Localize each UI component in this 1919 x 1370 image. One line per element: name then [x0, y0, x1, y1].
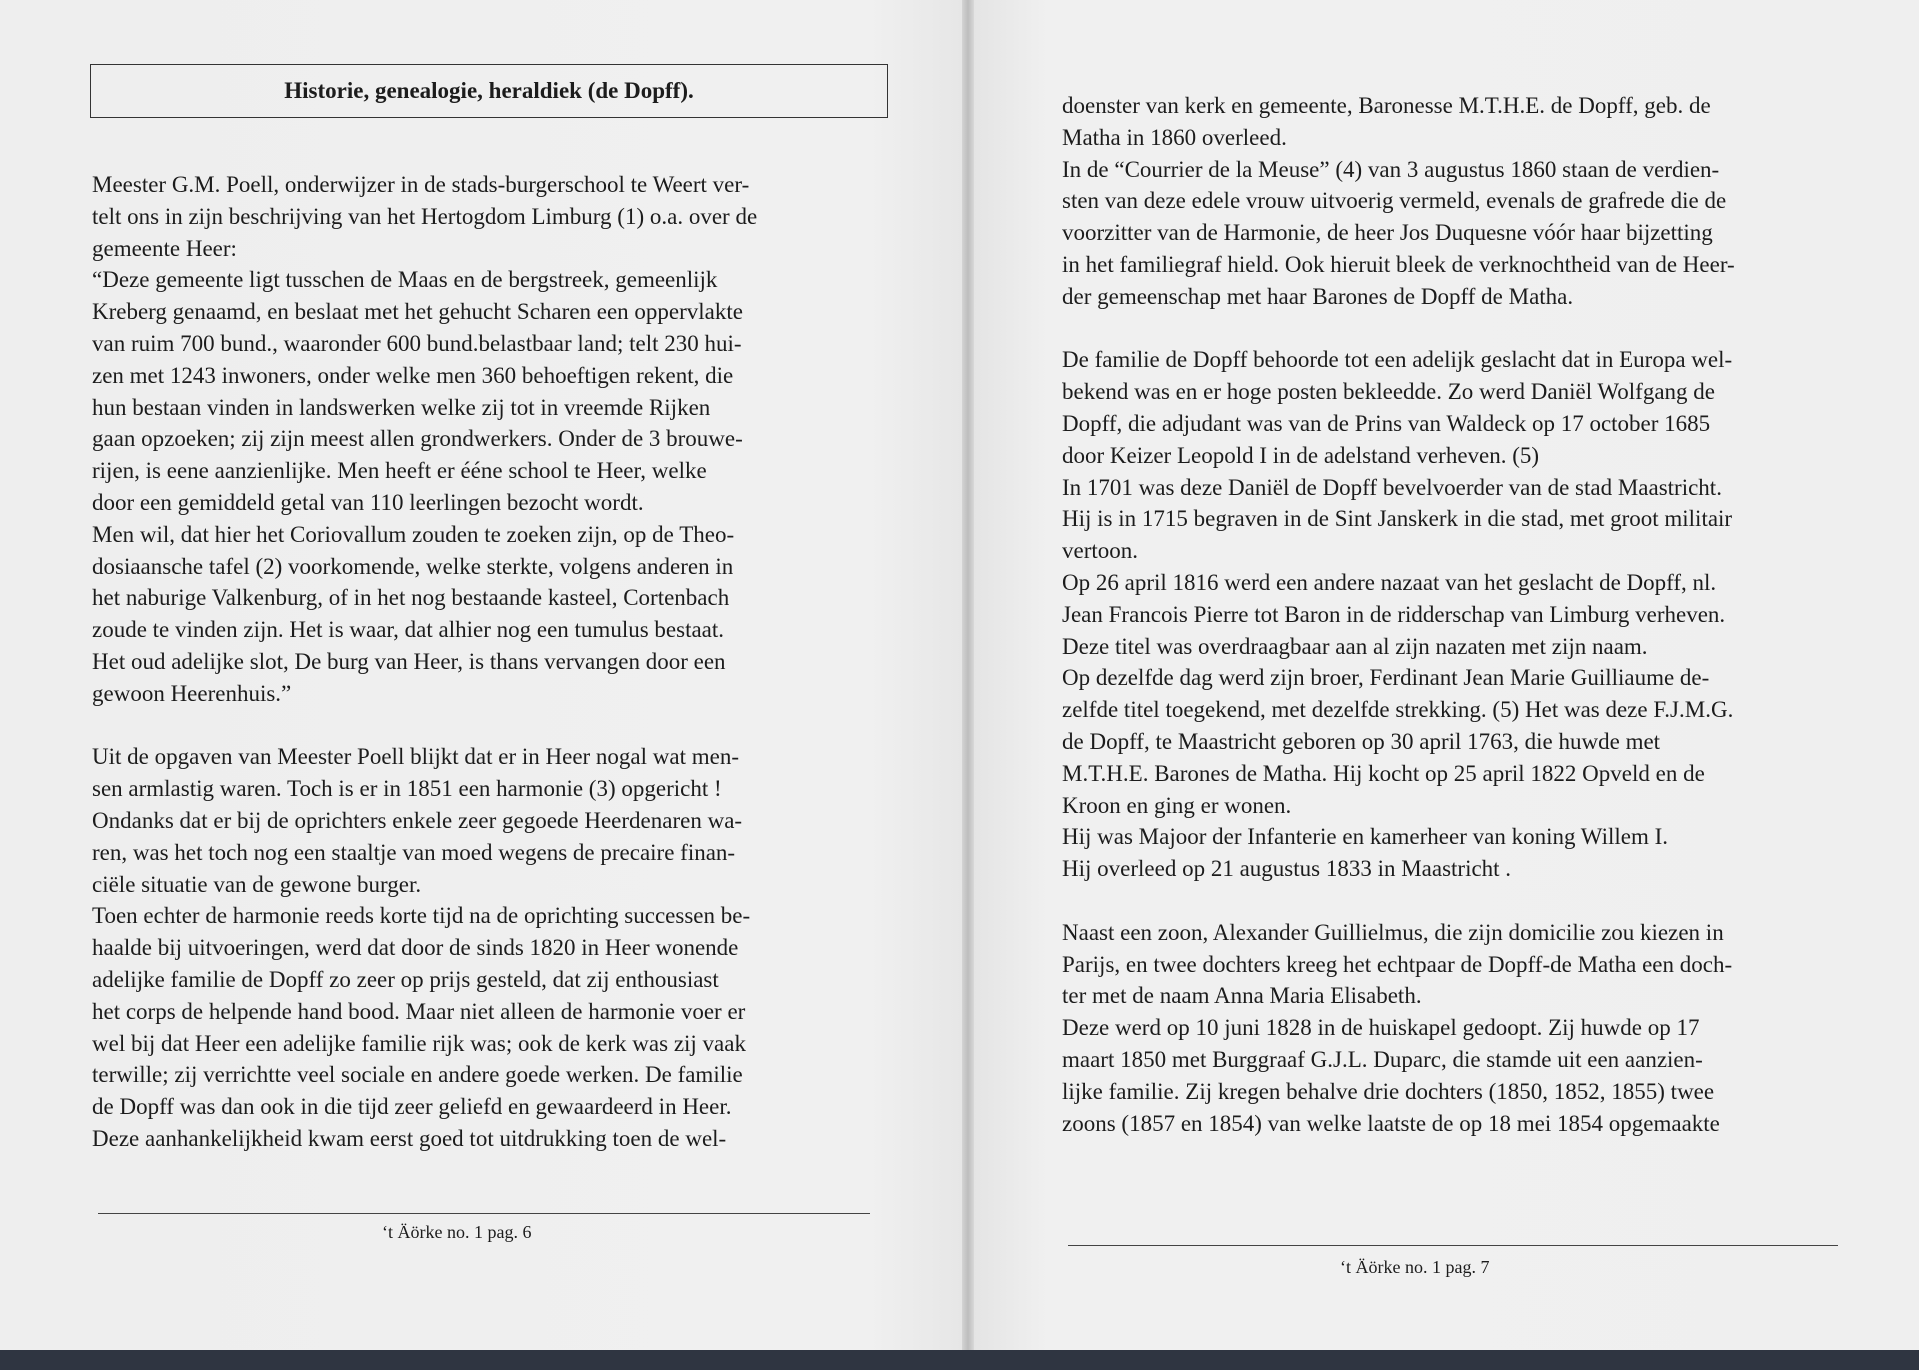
- book-gutter: [962, 0, 974, 1350]
- left-column-line: haalde bij uitvoeringen, werd dat door de sinds 1820 in Heer wonende: [92, 935, 739, 961]
- left-column-text: [92, 169, 757, 1155]
- left-column-line: terwille; zij verrichtte veel sociale en andere goede werken. De familie: [92, 1062, 743, 1088]
- right-column-line: der gemeenschap met haar Barones de Dopff de Matha.: [1062, 283, 1574, 309]
- right-column-line: Matha in 1860 overleed.: [1062, 124, 1287, 150]
- right-column-line: In 1701 was deze Daniël de Dopff bevelvoerder van de stad Maastricht.: [1062, 474, 1722, 500]
- section-title: Historie, genealogie, heraldiek (de Dopff).: [90, 64, 888, 118]
- left-column-line: van ruim 700 bund., waaronder 600 bund.belastbaar land; telt 230 hui-: [92, 330, 742, 356]
- right-column-line: doenster van kerk en gemeente, Baronesse M.T.H.E. de Dopff, geb. de: [1062, 93, 1711, 118]
- left-column-line: gewoon Heerenhuis.”: [92, 680, 292, 706]
- right-column-line: door Keizer Leopold I in de adelstand verheven. (5): [1062, 442, 1540, 468]
- footer-rule-right: [1068, 1245, 1838, 1246]
- left-column-line: Ondanks dat er bij de oprichters enkele zeer gegoede Heerdenaren wa-: [92, 807, 743, 833]
- right-column-line: Deze titel was overdraagbaar aan al zijn nazaten met zijn naam.: [1062, 633, 1648, 659]
- left-column-line: Men wil, dat hier het Coriovallum zouden te zoeken zijn, op de Theo-: [92, 521, 735, 547]
- right-column-line: De familie de Dopff behoorde tot een adelijk geslacht dat in Europa wel-: [1062, 347, 1733, 373]
- left-column-line: Meester G.M. Poell, onderwijzer in de stads-burgerschool te Weert ver-: [92, 172, 750, 197]
- right-column-line: de Dopff, te Maastricht geboren op 30 april 1763, die huwde met: [1062, 728, 1661, 754]
- right-column-line: [1062, 885, 1735, 917]
- left-column-line: gaan opzoeken; zij zijn meest allen grondwerkers. Onder de 3 brouwe-: [92, 426, 743, 452]
- left-column-line: het naburige Valkenburg, of in het nog bestaande kasteel, Cortenbach: [92, 585, 730, 611]
- left-column-line: Het oud adelijke slot, De burg van Heer, is thans vervangen door een: [92, 648, 726, 674]
- left-column-line: ciële situatie van de gewone burger.: [92, 871, 422, 897]
- right-column-line: lijke familie. Zij kregen behalve drie dochters (1850, 1852, 1855) twee: [1062, 1078, 1715, 1104]
- left-column-line: gemeente Heer:: [92, 235, 237, 261]
- left-column-line: telt ons in zijn beschrijving van het Hertogdom Limburg (1) o.a. over de: [92, 203, 758, 229]
- right-column-line: Deze werd op 10 juni 1828 in de huiskapel gedoopt. Zij huwde op 17: [1062, 1015, 1700, 1041]
- left-column-line: Uit de opgaven van Meester Poell blijkt dat er in Heer nogal wat men-: [92, 744, 739, 770]
- right-column-line: Parijs, en twee dochters kreeg het echtpaar de Dopff-de Matha een doch-: [1062, 951, 1733, 977]
- right-column-line: Dopff, die adjudant was van de Prins van Waldeck op 17 october 1685: [1062, 410, 1711, 436]
- left-column-line: ren, was het toch nog een staaltje van moed wegens de precaire finan-: [92, 839, 736, 865]
- left-column-line: sen armlastig waren. Toch is er in 1851 een harmonie (3) opgericht !: [92, 776, 722, 802]
- right-column-line: Hij overleed op 21 augustus 1833 in Maastricht .: [1062, 856, 1512, 882]
- scan-bottom-edge: [0, 1350, 1919, 1370]
- right-column-line: Hij was Majoor der Infanterie en kamerheer van koning Willem I.: [1062, 824, 1669, 850]
- left-column-line: rijen, is eene aanzienlijke. Men heeft er ééne school te Heer, welke: [92, 458, 707, 484]
- left-column-line: door een gemiddeld getal van 110 leerlingen bezocht wordt.: [92, 489, 644, 515]
- right-column-line: ter met de naam Anna Maria Elisabeth.: [1062, 983, 1422, 1009]
- right-column-line: zelfde titel toegekend, met dezelfde strekking. (5) Het was deze F.J.M.G.: [1062, 697, 1734, 723]
- left-column-line: Kreberg genaamd, en beslaat met het gehucht Scharen een oppervlakte: [92, 299, 743, 325]
- right-column-line: voorzitter van de Harmonie, de heer Jos Duquesne vóór haar bijzetting: [1062, 220, 1713, 246]
- right-column-text: [1062, 90, 1735, 1139]
- right-column-line: zoons (1857 en 1854) van welke laatste de op 18 mei 1854 opgemaakte: [1062, 1110, 1720, 1136]
- left-column-line: zoude te vinden zijn. Het is waar, dat alhier nog een tumulus bestaat.: [92, 617, 725, 643]
- left-column-line: hun bestaan vinden in landswerken welke zij tot in vreemde Rijken: [92, 394, 711, 420]
- left-column-line: zen met 1243 inwoners, onder welke men 360 behoeftigen rekent, die: [92, 362, 734, 388]
- left-column-line: wel bij dat Heer een adelijke familie rijk was; ook de kerk was zij vaak: [92, 1030, 746, 1056]
- left-column-line: adelijke familie de Dopff zo zeer op prijs gesteld, dat zij enthousiast: [92, 966, 719, 992]
- left-column-line: “Deze gemeente ligt tusschen de Maas en de bergstreek, gemeenlijk: [92, 267, 718, 293]
- right-column-line: Op dezelfde dag werd zijn broer, Ferdinant Jean Marie Guilliaume de-: [1062, 665, 1710, 691]
- right-column-line: Naast een zoon, Alexander Guillielmus, die zijn domicilie zou kiezen in: [1062, 919, 1724, 945]
- left-column-line: [92, 710, 757, 742]
- right-column-line: bekend was en er hoge posten bekleedde. Zo werd Daniël Wolfgang de: [1062, 379, 1715, 405]
- left-column-line: Deze aanhankelijkheid kwam eerst goed tot uitdrukking toen de wel-: [92, 1125, 727, 1151]
- right-column-line: vertoon.: [1062, 538, 1139, 564]
- right-column-line: Hij is in 1715 begraven in de Sint Janskerk in die stad, met groot militair: [1062, 506, 1733, 532]
- right-column-line: M.T.H.E. Barones de Matha. Hij kocht op 25 april 1822 Opveld en de: [1062, 760, 1705, 786]
- right-column-line: Op 26 april 1816 werd een andere nazaat van het geslacht de Dopff, nl.: [1062, 569, 1717, 595]
- right-column-line: maart 1850 met Burggraaf G.J.L. Duparc, die stamde uit een aanzien-: [1062, 1046, 1703, 1072]
- page-footer-left: ‘t Äörke no. 1 pag. 6: [382, 1222, 532, 1242]
- right-column-line: in het familiegraf hield. Ook hieruit bleek de verknochtheid van de Heer-: [1062, 251, 1735, 277]
- right-column-line: [1062, 313, 1735, 345]
- left-column-line: de Dopff was dan ook in die tijd zeer geliefd en gewaardeerd in Heer.: [92, 1094, 732, 1120]
- right-column-line: In de “Courrier de la Meuse” (4) van 3 augustus 1860 staan de verdien-: [1062, 156, 1720, 182]
- right-column-line: Kroon en ging er wonen.: [1062, 792, 1292, 818]
- page-footer-right: ‘t Äörke no. 1 pag. 7: [1340, 1257, 1490, 1277]
- right-column-line: Jean Francois Pierre tot Baron in de ridderschap van Limburg verheven.: [1062, 601, 1726, 627]
- left-column-line: dosiaansche tafel (2) voorkomende, welke sterkte, volgens anderen in: [92, 553, 734, 579]
- right-column-line: sten van deze edele vrouw uitvoerig vermeld, evenals de grafrede die de: [1062, 188, 1727, 214]
- left-column-line: het corps de helpende hand bood. Maar niet alleen de harmonie voer er: [92, 998, 746, 1024]
- footer-rule-left: [98, 1213, 870, 1214]
- left-column-line: Toen echter de harmonie reeds korte tijd na de oprichting successen be-: [92, 903, 751, 929]
